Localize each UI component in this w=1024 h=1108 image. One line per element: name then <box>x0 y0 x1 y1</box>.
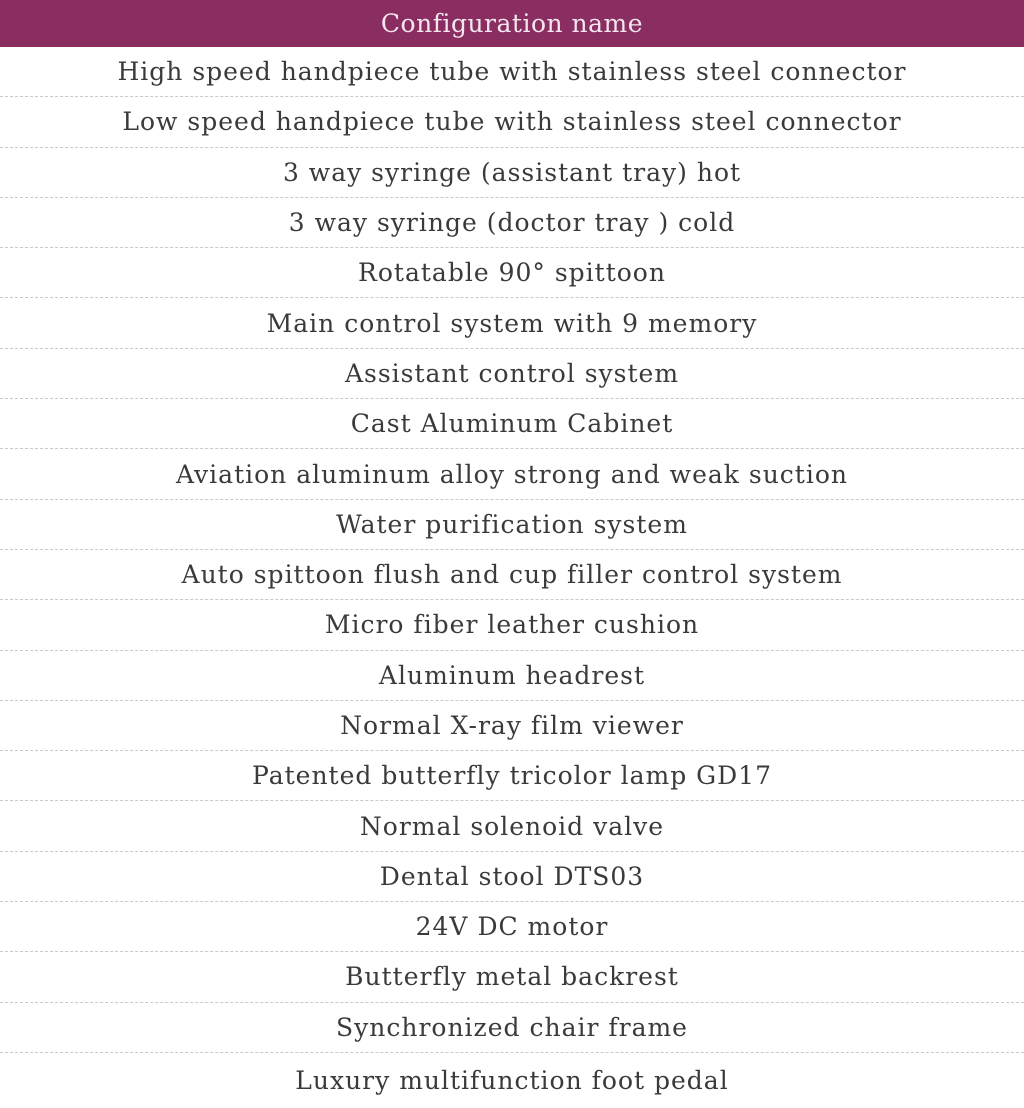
table-row: Water purification system <box>0 500 1024 550</box>
table-row: Aviation aluminum alloy strong and weak suction <box>0 449 1024 499</box>
table-row: 3 way syringe (assistant tray) hot <box>0 148 1024 198</box>
table-row: Dental stool DTS03 <box>0 852 1024 902</box>
table-row: Low speed handpiece tube with stainless steel connector <box>0 97 1024 147</box>
table-body <box>0 47 1024 1108</box>
table-row: Micro fiber leather cushion <box>0 600 1024 650</box>
table-row: Aluminum headrest <box>0 651 1024 701</box>
table-row: Synchronized chair frame <box>0 1003 1024 1053</box>
table-row: Luxury multifunction foot pedal <box>295 1065 729 1095</box>
table-header: Configuration name <box>0 0 1024 47</box>
table-row: Butterfly metal backrest <box>0 952 1024 1002</box>
table-row: Auto spittoon flush and cup filler control system <box>0 550 1024 600</box>
table-row: Main control system with 9 memory <box>0 298 1024 348</box>
table-row: Rotatable 90° spittoon <box>0 248 1024 298</box>
table-row: Assistant control system <box>0 349 1024 399</box>
table-row: Cast Aluminum Cabinet <box>0 399 1024 449</box>
table-row: 24V DC motor <box>0 902 1024 952</box>
table-row: 3 way syringe (doctor tray ) cold <box>0 198 1024 248</box>
table-row: Normal X-ray film viewer <box>0 701 1024 751</box>
table-row: Normal solenoid valve <box>0 801 1024 851</box>
table-row: High speed handpiece tube with stainless steel connector <box>0 47 1024 97</box>
table-row: Patented butterfly tricolor lamp GD17 <box>0 751 1024 801</box>
